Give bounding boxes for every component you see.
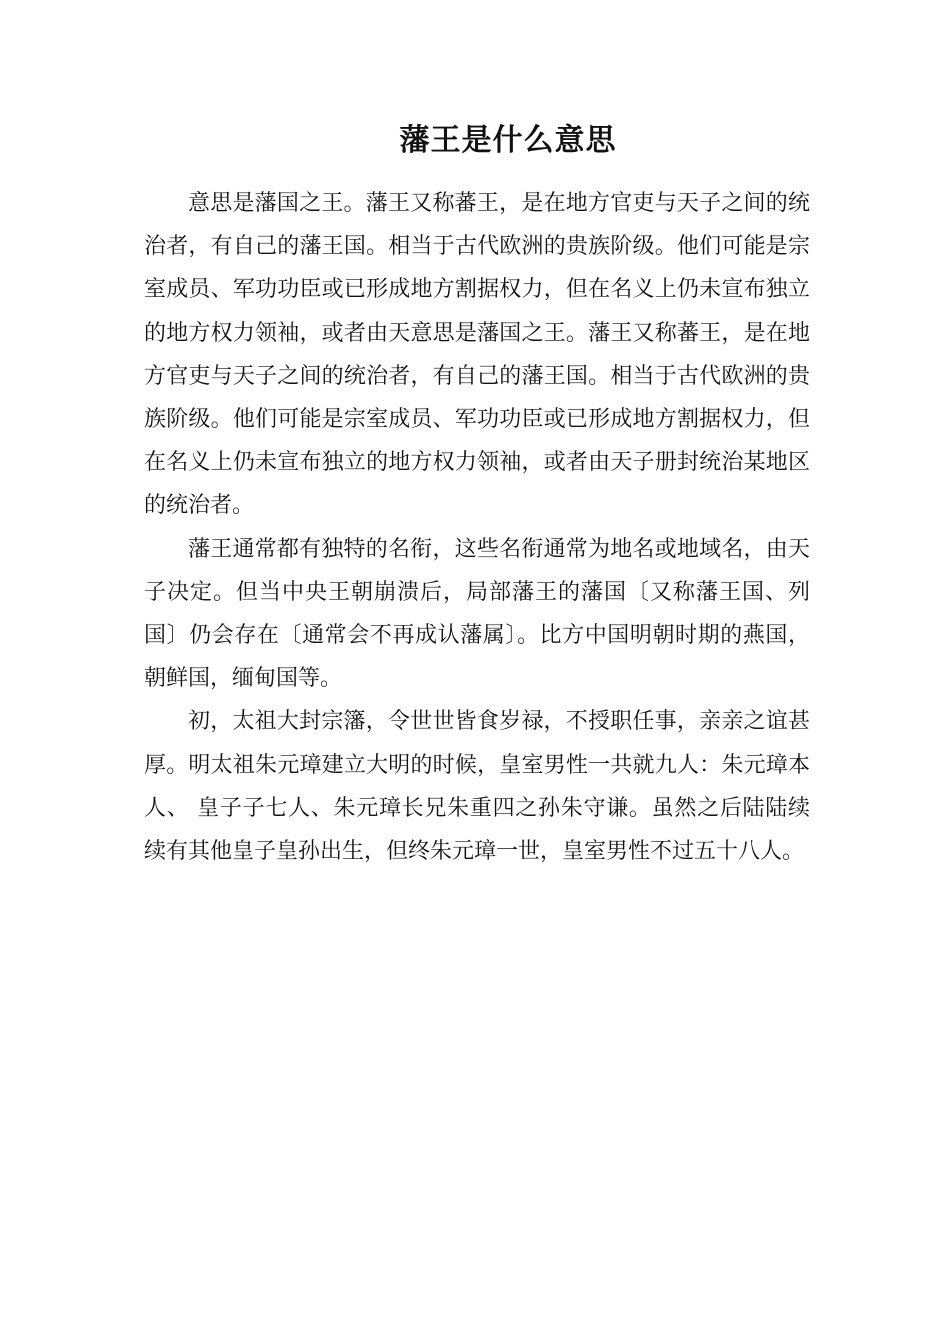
paragraph-2: 藩王通常都有独特的名衔，这些名衔通常为地名或地域名，由天子决定。但当中央王朝崩溃后，局部藩王的藩国〔又称藩王国、列国〕仍会存在〔通常会不再成认藩属〕。比方中国明朝时期的燕国，朝鲜国，缅甸国等。 [144, 536, 810, 692]
paragraph-1: 意思是藩国之王。藩王又称蕃王，是在地方官吏与天子之间的统治者，有自己的藩王国。相当于古代欧洲的贵族阶级。他们可能是宗室成员、军功功臣或已形成地方割据权力，但在名义上仍未宣布独立的地方权力领袖，或者由天意思是藩国之王。藩王又称蕃王，是在地方官吏与天子之间的统治者，有自己的藩王国。相当于古代欧洲的贵族阶级。他们可能是宗室成员、军功功臣或已形成地方割据权力，但在名义上仍未宣布独立的地方权力领袖，或者由天子册封统治某地区的统治者。 [144, 191, 810, 519]
paragraph-3: 初，太祖大封宗籓，令世世皆食岁禄，不授职任事，亲亲之谊甚厚。明太祖朱元璋建立大明的时候，皇室男性一共就九人：朱元璋本人、 皇子子七人、朱元璋长兄朱重四之孙朱守谦。虽然之后陆陆续续有其他皇子皇孙出生，但终朱元璋一世，皇室男性不过五十八人。 [144, 709, 810, 865]
document-title: 藩王是什么意思 [399, 123, 617, 158]
document-body [144, 182, 810, 873]
